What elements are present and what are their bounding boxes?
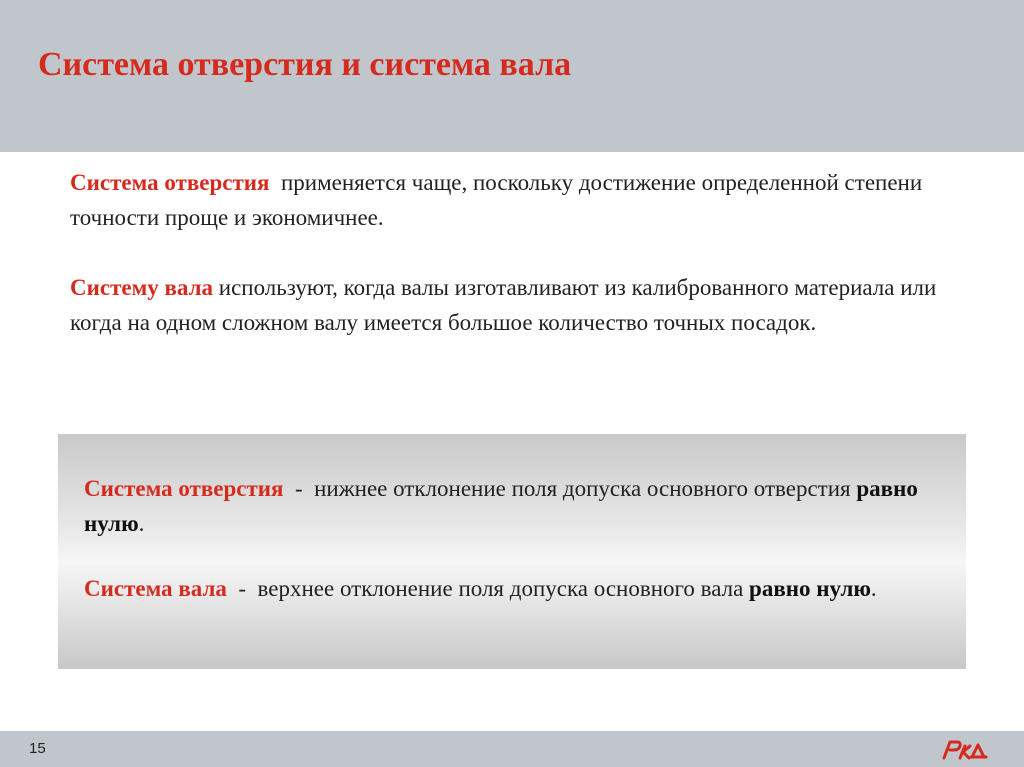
page-number: 15 xyxy=(29,740,46,757)
rzd-logo-icon xyxy=(940,737,990,761)
term-shaft-system: Систему вала xyxy=(70,275,214,300)
definition-emphasis: равно нулю xyxy=(749,576,871,601)
page-title: Система отверстия и система вала xyxy=(38,46,572,83)
intro-paragraph-hole-system xyxy=(70,165,980,235)
definition-term-shaft-system: Система вала xyxy=(84,576,227,601)
definition-text-hole-system: нижнее отклонение поля допуска основного отверстия xyxy=(314,476,851,501)
definition-shaft-system xyxy=(84,571,944,606)
intro-text-hole-system: применяется чаще, поскольку достижение определенной степени точности проще и экономичнее. xyxy=(70,170,923,230)
definition-hole-system xyxy=(84,471,944,541)
definition-dash: - xyxy=(294,476,303,501)
definition-period: . xyxy=(870,576,877,601)
definition-emphasis: равно нулю xyxy=(84,476,918,536)
definitions-box xyxy=(58,434,966,669)
definition-period: . xyxy=(138,511,145,536)
intro-paragraph-shaft-system xyxy=(70,270,980,340)
definition-term-hole-system: Система отверстия xyxy=(84,476,284,501)
intro-text-shaft-system: используют, когда валы изготавливают из калиброванного материала или когда на одном сложном валу имеется большое количество точных посадок. xyxy=(70,275,937,335)
definition-text-shaft-system: верхнее отклонение поля допуска основного вала xyxy=(257,576,744,601)
definition-dash: - xyxy=(238,576,247,601)
term-hole-system: Система отверстия xyxy=(70,170,270,195)
footer-band xyxy=(0,731,1024,767)
header-band xyxy=(0,0,1024,152)
